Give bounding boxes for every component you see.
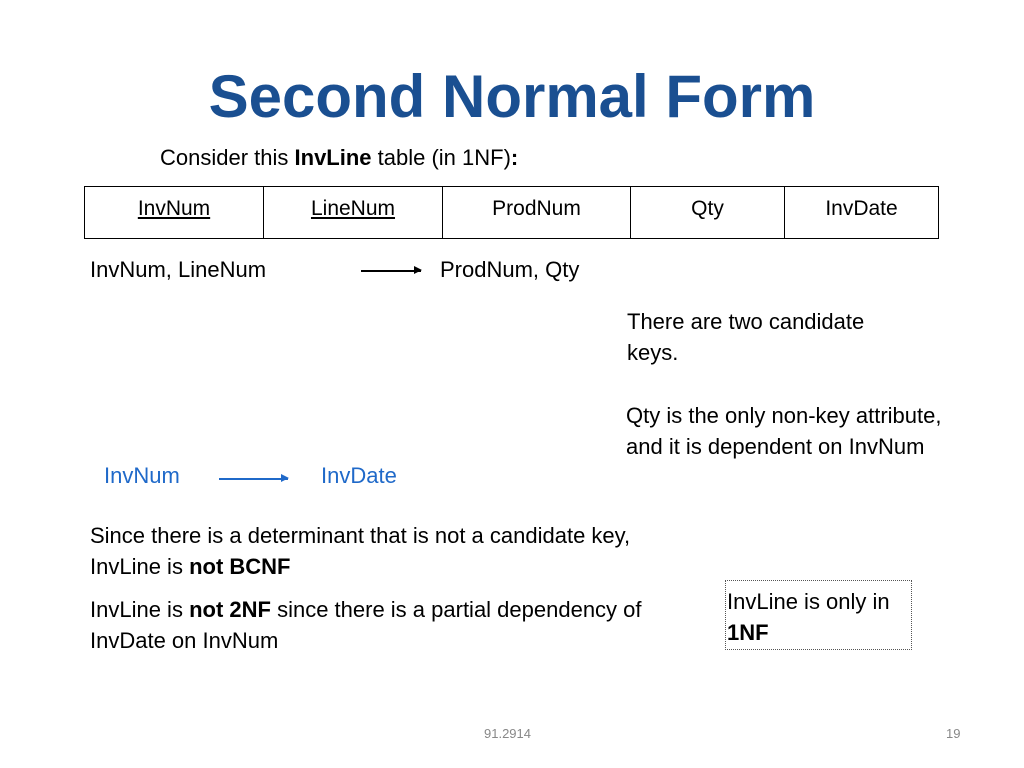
candidate-keys-note: There are two candidate keys. (627, 309, 865, 365)
intro-text (160, 142, 518, 173)
dependency-2-arrow (219, 478, 288, 480)
column-linenum: LineNum (310, 197, 396, 220)
qty-note: Qty is the only non-key attribute, and it is dependent on InvNum (626, 403, 942, 459)
table-row (85, 187, 939, 239)
dependency-1-right: ProdNum, Qty (440, 257, 580, 282)
bcnf-text: Since there is a determinant that is not a candidate key, InvLine is (90, 523, 631, 579)
2nf-bold: not 2NF (189, 597, 271, 622)
intro-colon: : (510, 145, 519, 170)
table-cell-linenum (264, 187, 443, 239)
bcnf-bold: not BCNF (189, 554, 291, 579)
footer-course-code: 91.2914 (484, 726, 531, 741)
2nf-statement (90, 594, 690, 656)
table-cell-qty: Qty (631, 187, 785, 239)
2nf-suffix: since there is a partial dependency of InvDate on InvNum (90, 597, 642, 653)
slide-title: Second Normal Form (208, 63, 816, 130)
bcnf-statement (90, 520, 690, 582)
invline-table (84, 186, 939, 239)
dependency-2-left: InvNum (104, 463, 180, 488)
dependency-1-arrow (361, 270, 421, 272)
intro-suffix: table (in 1NF) (371, 145, 511, 170)
box-bold: 1NF (727, 620, 769, 645)
table-cell-prodnum: ProdNum (443, 187, 631, 239)
conclusion-box (725, 580, 912, 650)
table-cell-invdate: InvDate (785, 187, 939, 239)
column-invnum: InvNum (137, 197, 211, 220)
dependency-2-right: InvDate (321, 463, 397, 488)
box-text: InvLine is only in (727, 589, 890, 614)
page-number: 19 (946, 726, 961, 741)
2nf-prefix: InvLine is (90, 597, 190, 622)
dependency-1-left: InvNum, LineNum (90, 257, 267, 282)
intro-prefix: Consider this (160, 145, 295, 170)
intro-table-name: InvLine (294, 145, 372, 170)
table-cell-invnum (85, 187, 264, 239)
